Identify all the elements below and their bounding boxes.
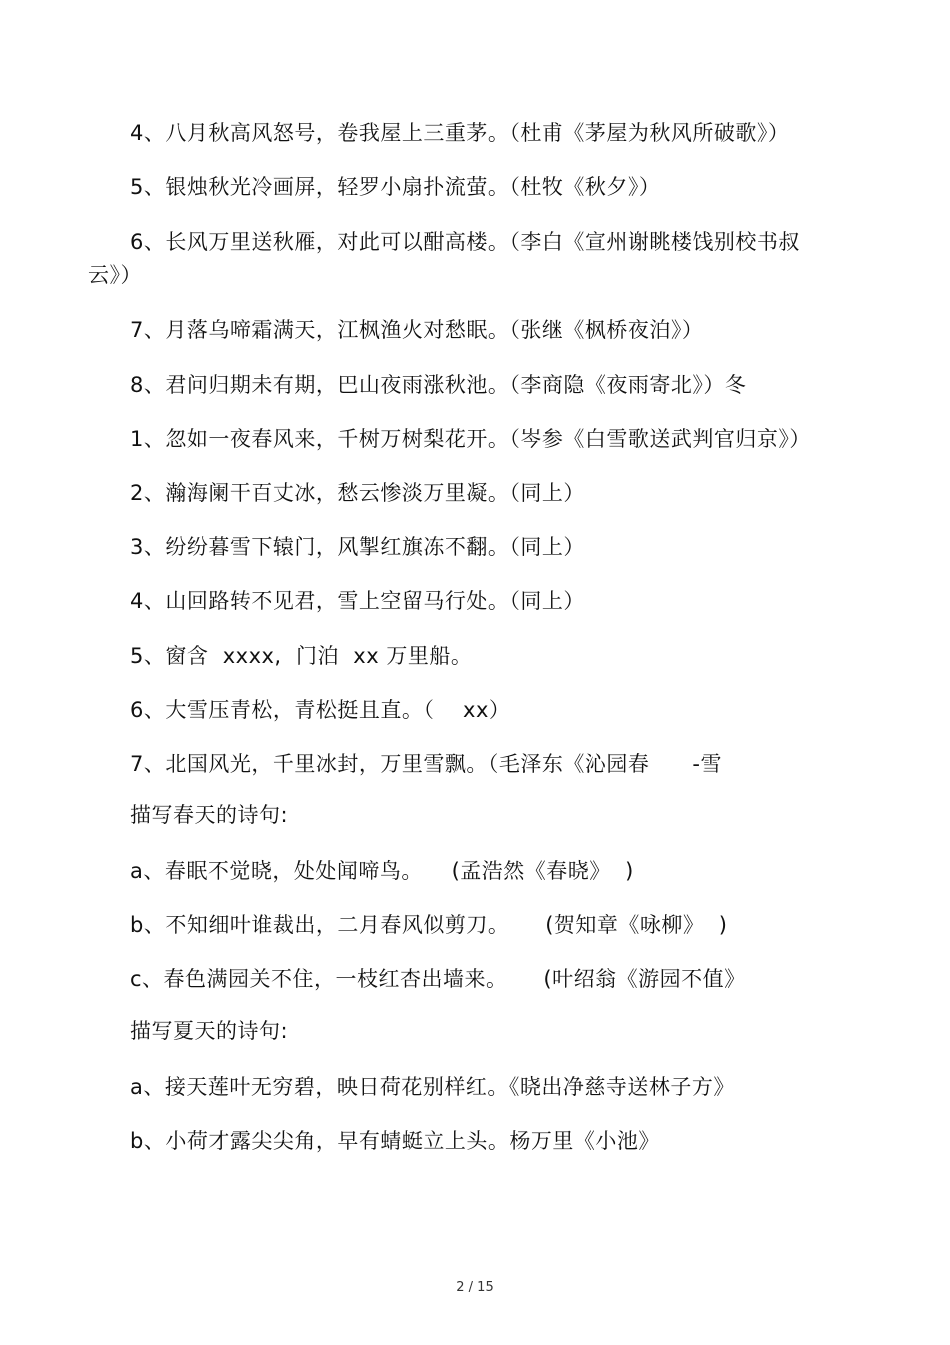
poem-line-spring-c: c、春色满园关不住，一枝红杏出墙来。 (叶绍翁《游园不值》 (130, 967, 746, 991)
poem-line-spring-b: b、不知细叶谁裁出，二月春风似剪刀。 (贺知章《咏柳》 ) (130, 913, 728, 937)
poem-line-autumn-5: 5、银烛秋光冷画屏，轻罗小扇扑流萤。（杜牧《秋夕》） (130, 175, 661, 199)
poem-line-winter-2: 2、瀚海阑干百丈冰，愁云惨淡万里凝。（同上） (130, 481, 585, 505)
poem-line-summer-a: a、接天莲叶无穷碧，映日荷花别样红。《晓出净慈寺送林子方》 (130, 1075, 735, 1099)
poem-line-winter-4: 4、山回路转不见君，雪上空留马行处。（同上） (130, 589, 585, 613)
poem-line-autumn-6: 6、长风万里送秋雁，对此可以酣高楼。（李白《宣州谢眺楼饯别校书叔 (130, 230, 800, 254)
poem-line-autumn-4: 4、八月秋高风怒号，卷我屋上三重茅。（杜甫《茅屋为秋风所破歌》） (130, 121, 790, 145)
spring-section-heading: 描写春天的诗句: (130, 803, 289, 827)
poem-line-winter-6: 6、大雪压青松，青松挺且直。（ xx） (130, 698, 511, 722)
poem-line-winter-3: 3、纷纷暮雪下辕门，风掣红旗冻不翻。（同上） (130, 535, 585, 559)
poem-line-autumn-8: 8、君问归期未有期，巴山夜雨涨秋池。（李商隐《夜雨寄北》）冬 (130, 373, 747, 397)
poem-line-autumn-7: 7、月落乌啼霜满天，江枫渔火对愁眠。（张继《枫桥夜泊》） (130, 318, 704, 342)
poem-line-spring-a: a、春眠不觉晓，处处闻啼鸟。 (孟浩然《春晓》 ) (130, 859, 634, 883)
poem-line-winter-1: 1、忽如一夜春风来，千树万树梨花开。（岑参《白雪歌送武判官归京》） (130, 427, 811, 451)
poem-line-winter-7: 7、北国风光，千里冰封，万里雪飘。（毛泽东《沁园春 -雪 (130, 752, 722, 776)
page-number: 2 / 15 (456, 1280, 494, 1295)
poem-line-summer-b: b、小荷才露尖尖角，早有蜻蜓立上头。杨万里《小池》 (130, 1129, 660, 1153)
poem-line-autumn-6-continued: 云》） (88, 263, 142, 287)
poem-line-winter-5: 5、窗含 xxxx, 门泊 xx 万里船。 (130, 644, 473, 668)
summer-section-heading: 描写夏天的诗句: (130, 1019, 289, 1043)
